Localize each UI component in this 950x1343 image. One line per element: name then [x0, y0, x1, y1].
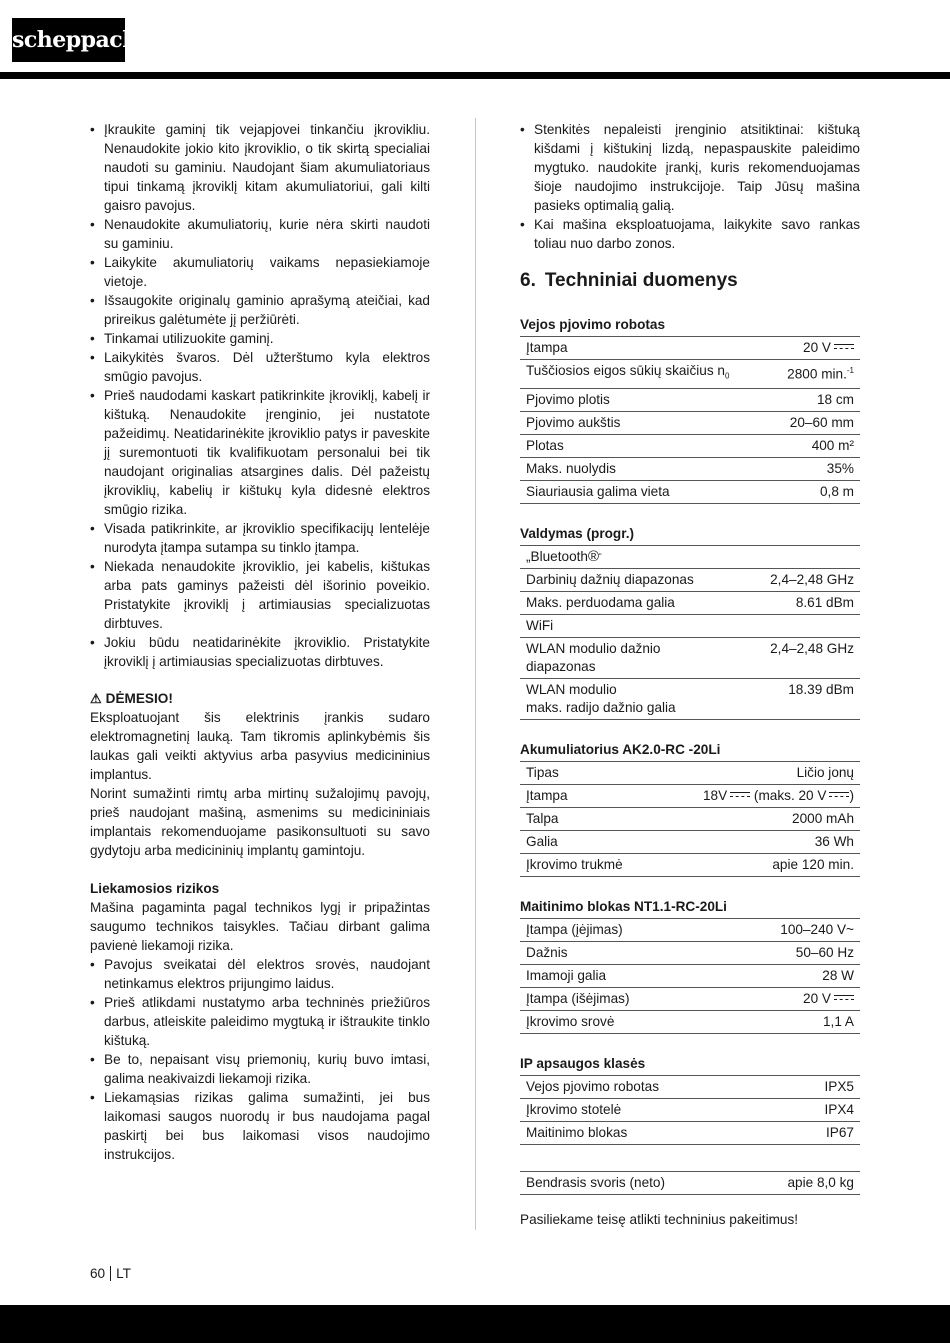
safety-list	[90, 120, 430, 671]
table-row	[520, 941, 860, 964]
spec-value: apie 120 min.	[656, 853, 860, 876]
table-row	[520, 1121, 860, 1144]
table-row	[520, 545, 860, 568]
table-row	[520, 337, 860, 360]
spec-label: Įkrovimo srovė	[520, 1010, 715, 1033]
dc-symbol-icon	[829, 792, 849, 798]
footer-note: Pasiliekame teisę atlikti techninius pakeitimus!	[520, 1212, 799, 1227]
list-item: • Laikykitės švaros. Dėl užterštumo kyla elektros smūgio pavojus.	[90, 348, 430, 386]
spec-value: apie 8,0 kg	[744, 1171, 860, 1194]
column-divider	[475, 118, 476, 1230]
spec-value: 36 Wh	[656, 830, 860, 853]
list-item: • Liekamąsias rizikas galima sumažinti, jei bus laikomasi saugos nuorodų ir bus naudojama pagal paskirtį bei bus laikomasi visos naudojimo instrukcijos.	[90, 1088, 430, 1164]
page-number	[90, 1266, 131, 1282]
spec-table-control	[520, 545, 860, 720]
spec-label: Pjovimo plotis	[520, 388, 769, 411]
risks-heading: Liekamosios rizikos	[90, 881, 220, 896]
spec-label: Maks. nuolydis	[520, 457, 769, 480]
spec-label: Imamoji galia	[520, 964, 715, 987]
spec-label: Darbinių dažnių diapazonas	[520, 568, 742, 591]
spec-label: Įtampa	[520, 784, 656, 807]
spec-label: Vejos pjovimo robotas	[520, 1075, 784, 1098]
table-row	[520, 853, 860, 876]
spec-value: 18 cm	[769, 388, 860, 411]
table-row	[520, 457, 860, 480]
spec-value: 2,4–2,48 GHz	[742, 637, 860, 678]
spec-label: Pjovimo aukštis	[520, 411, 769, 434]
spec-label: Įkrovimo stotelė	[520, 1098, 784, 1121]
section-number: 6.	[520, 270, 536, 291]
list-item: • Tinkamai utilizuokite gaminį.	[90, 329, 430, 348]
table-row	[520, 784, 860, 807]
spec-label: Plotas	[520, 434, 769, 457]
table-title: Valdymas (progr.)	[520, 525, 635, 541]
table-row	[520, 614, 860, 637]
table-row	[520, 1098, 860, 1121]
list-item: • Kai mašina eksploatuojama, laikykite savo rankas toliau nuo darbo zonos.	[520, 215, 860, 253]
dc-symbol-icon	[834, 995, 854, 1001]
table-row	[520, 360, 860, 389]
spec-value: 8.61 dBm	[742, 591, 860, 614]
spec-table-weight	[520, 1171, 860, 1195]
spec-value: 20–60 mm	[769, 411, 860, 434]
spec-table-mower	[520, 336, 860, 504]
spec-value: IPX4	[784, 1098, 860, 1121]
list-item: • Nenaudokite akumuliatorių, kurie nėra skirti naudoti su gaminiu.	[90, 215, 430, 253]
table-row	[520, 388, 860, 411]
spec-label: Talpa	[520, 807, 656, 830]
spec-value: 35%	[769, 457, 860, 480]
list-item: • Pavojus sveikatai dėl elektros srovės, naudojant netinkamus elektros prijungimo laidus.	[90, 955, 430, 993]
spec-value: 28 W	[715, 964, 860, 987]
table-row	[520, 987, 860, 1010]
spec-label: „Bluetooth®“	[520, 545, 860, 568]
table-row	[520, 480, 860, 503]
list-item: • Niekada nenaudokite įkroviklio, jei kabelis, kištukas arba pats gaminys pažeisti dėl išorinio poveikio. Pristatykite įkroviklį į artimiausias specializuotas dirbtuves.	[90, 557, 430, 633]
warning-paragraph: Norint sumažinti rimtų arba mirtinų sužalojimų pavojų, prieš naudojant mašiną, asmenims su medicininiais implantais rekomenduojame pasikonsultuoti su savo gydytoju arba medicininių implantų gamintoju.	[90, 786, 430, 858]
list-item: • Visada patikrinkite, ar įkroviklio specifikacijų lentelėje nurodyta įtampa sutampa su tinklo įtampa.	[90, 519, 430, 557]
section-title: Techniniai duomenys	[544, 270, 738, 291]
spec-label: Dažnis	[520, 941, 715, 964]
warning-title: DĖMESIO!	[105, 691, 173, 706]
table-row	[520, 830, 860, 853]
list-item: • Prieš atlikdami nustatymo arba techninės priežiūros darbus, atleiskite paleidimo mygtuką ir ištraukite tinklo kištuką.	[90, 993, 430, 1050]
spec-label: Tuščiosios eigos sūkių skaičius $n_0$	[520, 360, 769, 389]
header-bar	[0, 72, 950, 79]
left-column	[90, 120, 430, 1164]
spec-value: 20 V	[769, 337, 860, 360]
dc-symbol-icon	[834, 344, 854, 350]
spec-value: 18V (maks. 20 V )	[656, 784, 860, 807]
spec-label: Bendrasis svoris (neto)	[520, 1171, 744, 1194]
spec-table-battery	[520, 761, 860, 877]
separator	[110, 1266, 111, 1281]
table-row	[520, 678, 860, 719]
spec-label: Įtampa (įėjimas)	[520, 918, 715, 941]
spec-value: IP67	[784, 1121, 860, 1144]
table-row	[520, 568, 860, 591]
table-title: Vejos pjovimo robotas	[520, 317, 666, 332]
safety-list-continued	[520, 120, 860, 253]
list-item: • Be to, nepaisant visų priemonių, kurių buvo imtasi, galima neakivaizdi liekamoji rizika.	[90, 1050, 430, 1088]
list-item: • Įkraukite gaminį tik vejapjovei tinkančiu įkrovikliu. Nenaudokite jokio kito įkroviklio, o tik skirtą specialiai naudoti su gaminiu. Naudojant šiam akumuliatoriaus tipui tinkamą įkroviklį kitam akumuliatoriui, gali kilti gaisro pavojus.	[90, 120, 430, 215]
table-row	[520, 761, 860, 784]
table-row	[520, 591, 860, 614]
spec-label: Įkrovimo trukmė	[520, 853, 656, 876]
spec-label: Siauriausia galima vieta	[520, 480, 769, 503]
table-title: Akumuliatorius AK2.0-RC -20Li	[520, 741, 721, 757]
table-row	[520, 918, 860, 941]
table-row	[520, 1075, 860, 1098]
table-row	[520, 637, 860, 678]
list-item: • Išsaugokite originalų gaminio aprašymą ateičiai, kad prireikus galėtumėte jį peržiūrėti.	[90, 291, 430, 329]
spec-label: Galia	[520, 830, 656, 853]
section-heading	[520, 269, 860, 293]
brand-logo: scheppach	[12, 18, 125, 62]
spec-table-ip	[520, 1075, 860, 1145]
list-item: • Prieš naudodami kaskart patikrinkite įkroviklį, kabelį ir kištuką. Nenaudokite įrenginio, jei nustatote pažeidimų. Neatidarinėkite įkroviklio patys ir paveskite jį suremontuoti tik kvalifikuotam personalui bei tik naudojant originalias atsargines dalis. Dėl pažeistų įkroviklių, kabelių ir kištukų kyla didesnė elektros smūgio rizika.	[90, 386, 430, 519]
spec-value: 50–60 Hz	[715, 941, 860, 964]
warning-icon: ⚠	[90, 691, 102, 706]
table-row	[520, 807, 860, 830]
table-row	[520, 434, 860, 457]
spec-label: WLAN modulio dažnio diapazonas	[520, 637, 742, 678]
list-item: • Jokiu būdu neatidarinėkite įkroviklio. Pristatykite įkroviklį į artimiausias specializuotas dirbtuves.	[90, 633, 430, 671]
spec-table-power-supply	[520, 918, 860, 1034]
table-row	[520, 411, 860, 434]
list-item: • Stenkitės nepaleisti įrenginio atsitiktinai: kištuką kišdami į kištukinį lizdą, nepaspauskite paleidimo mygtuko. naudokite įrankį, kuris rekomenduojamas šioje naudojimo instrukcijoje. Taip Jūsų mašina pasieks optimalią galią.	[520, 120, 860, 215]
dc-symbol-icon	[730, 792, 750, 798]
spec-value: 0,8 m	[769, 480, 860, 503]
spec-label: Tipas	[520, 761, 656, 784]
language-code: LT	[116, 1266, 131, 1281]
spec-value: Ličio jonų	[656, 761, 860, 784]
spec-value: IPX5	[784, 1075, 860, 1098]
spec-value: 100–240 V~	[715, 918, 860, 941]
table-row	[520, 964, 860, 987]
spec-value: 18.39 dBm	[742, 678, 860, 719]
table-title: Maitinimo blokas NT1.1-RC-20Li	[520, 898, 727, 914]
spec-label: Įtampa	[520, 337, 769, 360]
page-number-value: 60	[90, 1266, 106, 1281]
footer-bar	[0, 1305, 950, 1343]
spec-label: Maitinimo blokas	[520, 1121, 784, 1144]
risks-intro: Mašina pagaminta pagal technikos lygį ir pripažintas saugumo technikos taisykles. Tačiau dirbant galima pavienė liekamoji rizika.	[90, 900, 430, 953]
table-row	[520, 1010, 860, 1033]
spec-label: Įtampa (išėjimas)	[520, 987, 715, 1010]
spec-value: 20 V	[715, 987, 860, 1010]
spec-value: 400 m²	[769, 434, 860, 457]
spec-label: WiFi	[520, 614, 860, 637]
spec-value: 1,1 A	[715, 1010, 860, 1033]
spec-label: WLAN modulio maks. radijo dažnio galia	[520, 678, 742, 719]
spec-value: 2,4–2,48 GHz	[742, 568, 860, 591]
list-item: • Laikykite akumuliatorių vaikams nepasiekiamoje vietoje.	[90, 253, 430, 291]
spec-value: 2000 mAh	[656, 807, 860, 830]
spec-value: 2800 min.$^{-1}$	[769, 360, 860, 389]
warning-paragraph: Eksploatuojant šis elektrinis įrankis sudaro elektromagnetinį lauką. Tam tikromis aplinkybėmis šis laukas gali veikti aktyvius arba pasyvius medicininius implantus.	[90, 710, 430, 782]
risks-list	[90, 955, 430, 1164]
spec-label: Maks. perduodama galia	[520, 591, 742, 614]
warning-heading	[90, 689, 430, 708]
table-title: IP apsaugos klasės	[520, 1055, 646, 1071]
table-row	[520, 1171, 860, 1194]
right-column	[520, 120, 860, 1195]
